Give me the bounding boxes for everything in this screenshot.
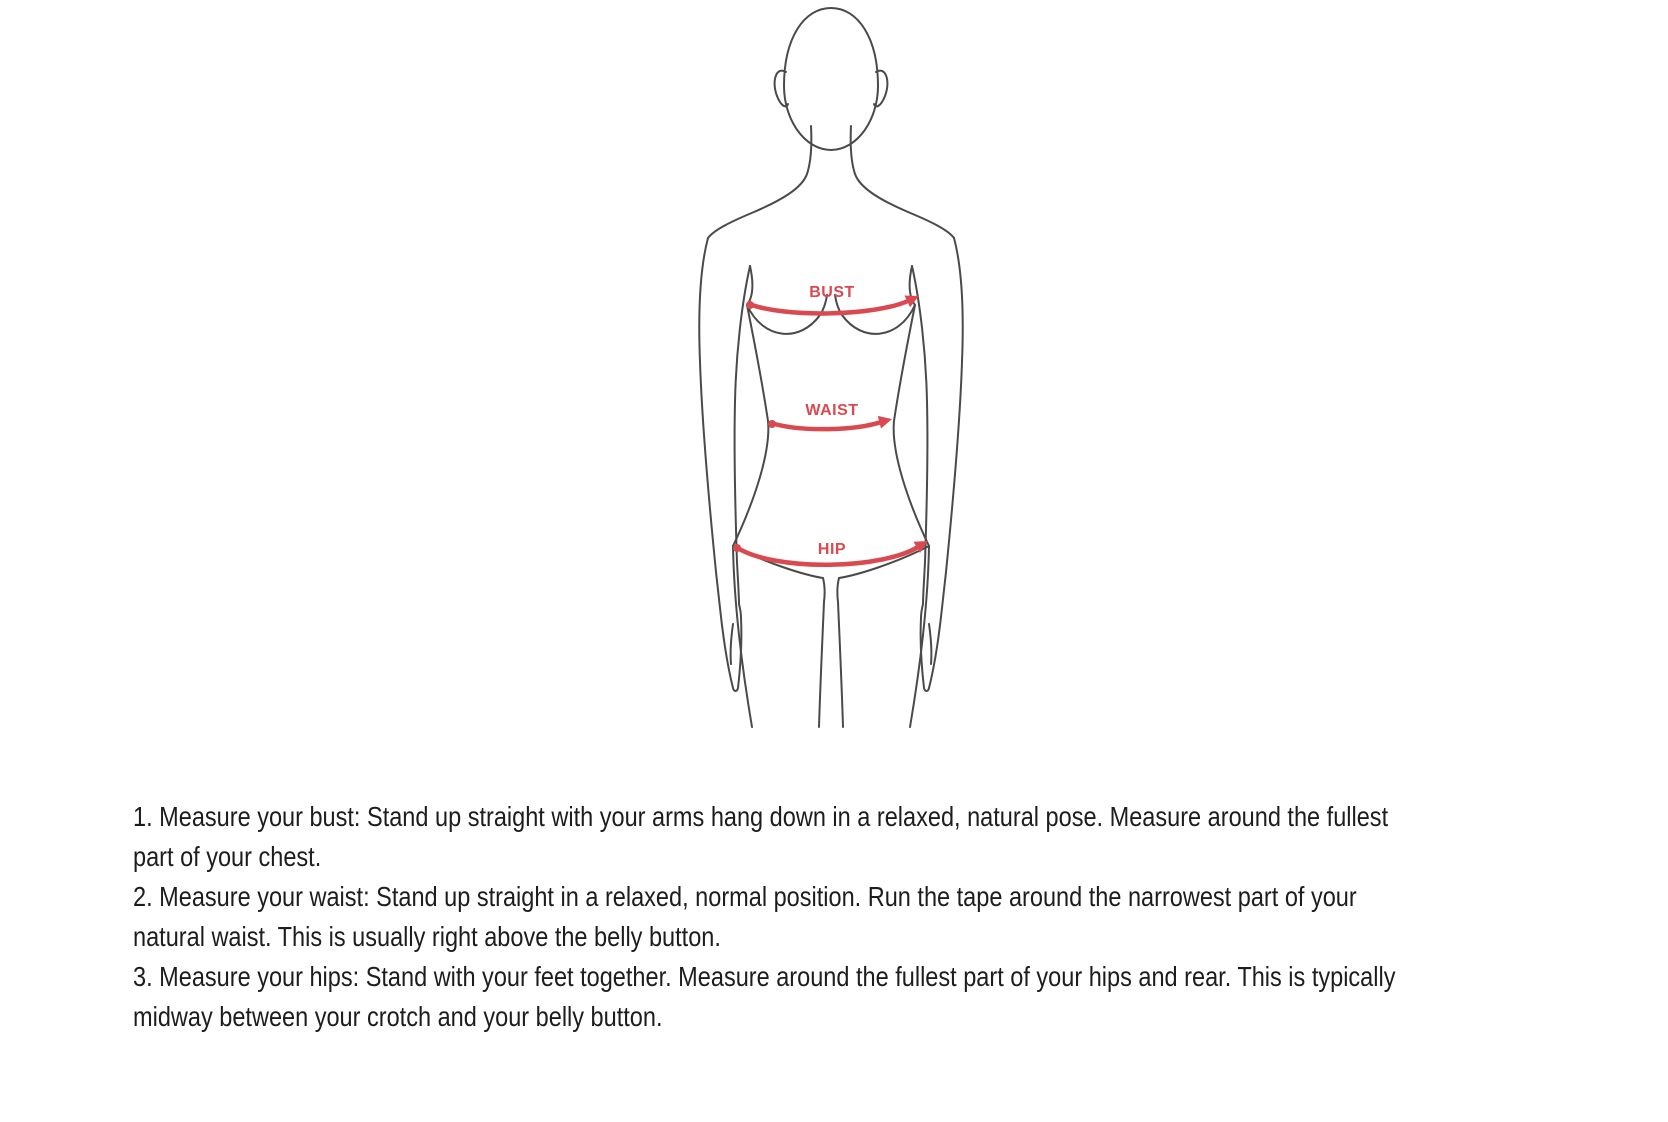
- instruction-line: midway between your crotch and your belly button.: [133, 1001, 663, 1032]
- body-outline: [699, 8, 962, 727]
- right-torso-outline: [894, 266, 929, 546]
- bust-line-start-dot: [746, 301, 754, 309]
- right-inner-thigh-line: [837, 578, 843, 727]
- left-neck-shoulder-outline: [708, 126, 811, 238]
- instruction-line: part of your chest.: [133, 841, 322, 872]
- waist-measure-line: [771, 421, 884, 429]
- waist-line-start-dot: [768, 420, 776, 428]
- bust-measure-line: [749, 301, 908, 313]
- right-outer-thigh-line: [910, 546, 929, 727]
- hip-label: HIP: [817, 541, 847, 558]
- measurement-instructions: [133, 797, 1527, 1037]
- head-outline: [784, 8, 878, 150]
- waist-arrowhead-icon: [878, 416, 892, 429]
- left-thumb-line: [731, 624, 733, 664]
- instruction-line: 2. Measure your waist: Stand up straight in a relaxed, normal position. Run the tape around the narrowest part of your: [133, 881, 1357, 912]
- hip-line-start-dot: [733, 544, 741, 552]
- right-thumb-line: [929, 624, 931, 664]
- instruction-line: 1. Measure your bust: Stand up straight with your arms hang down in a relaxed, natural pose. Measure around the fullest: [133, 801, 1389, 832]
- left-outer-thigh-line: [733, 546, 752, 727]
- waist-measurement: [768, 402, 892, 429]
- instruction-line: 3. Measure your hips: Stand with your feet together. Measure around the fullest part of your hips and rear. This is typically: [133, 961, 1396, 992]
- hip-measurement: [733, 541, 928, 565]
- waist-label: WAIST: [805, 402, 859, 419]
- right-neck-shoulder-outline: [851, 126, 954, 238]
- bust-label: BUST: [809, 284, 855, 301]
- measurement-diagram: [620, 0, 1040, 760]
- bust-measurement: [746, 284, 919, 313]
- body-measurement-figure: [620, 0, 1040, 760]
- instruction-line: natural waist. This is usually right above the belly button.: [133, 921, 721, 952]
- left-inner-thigh-line: [819, 578, 825, 727]
